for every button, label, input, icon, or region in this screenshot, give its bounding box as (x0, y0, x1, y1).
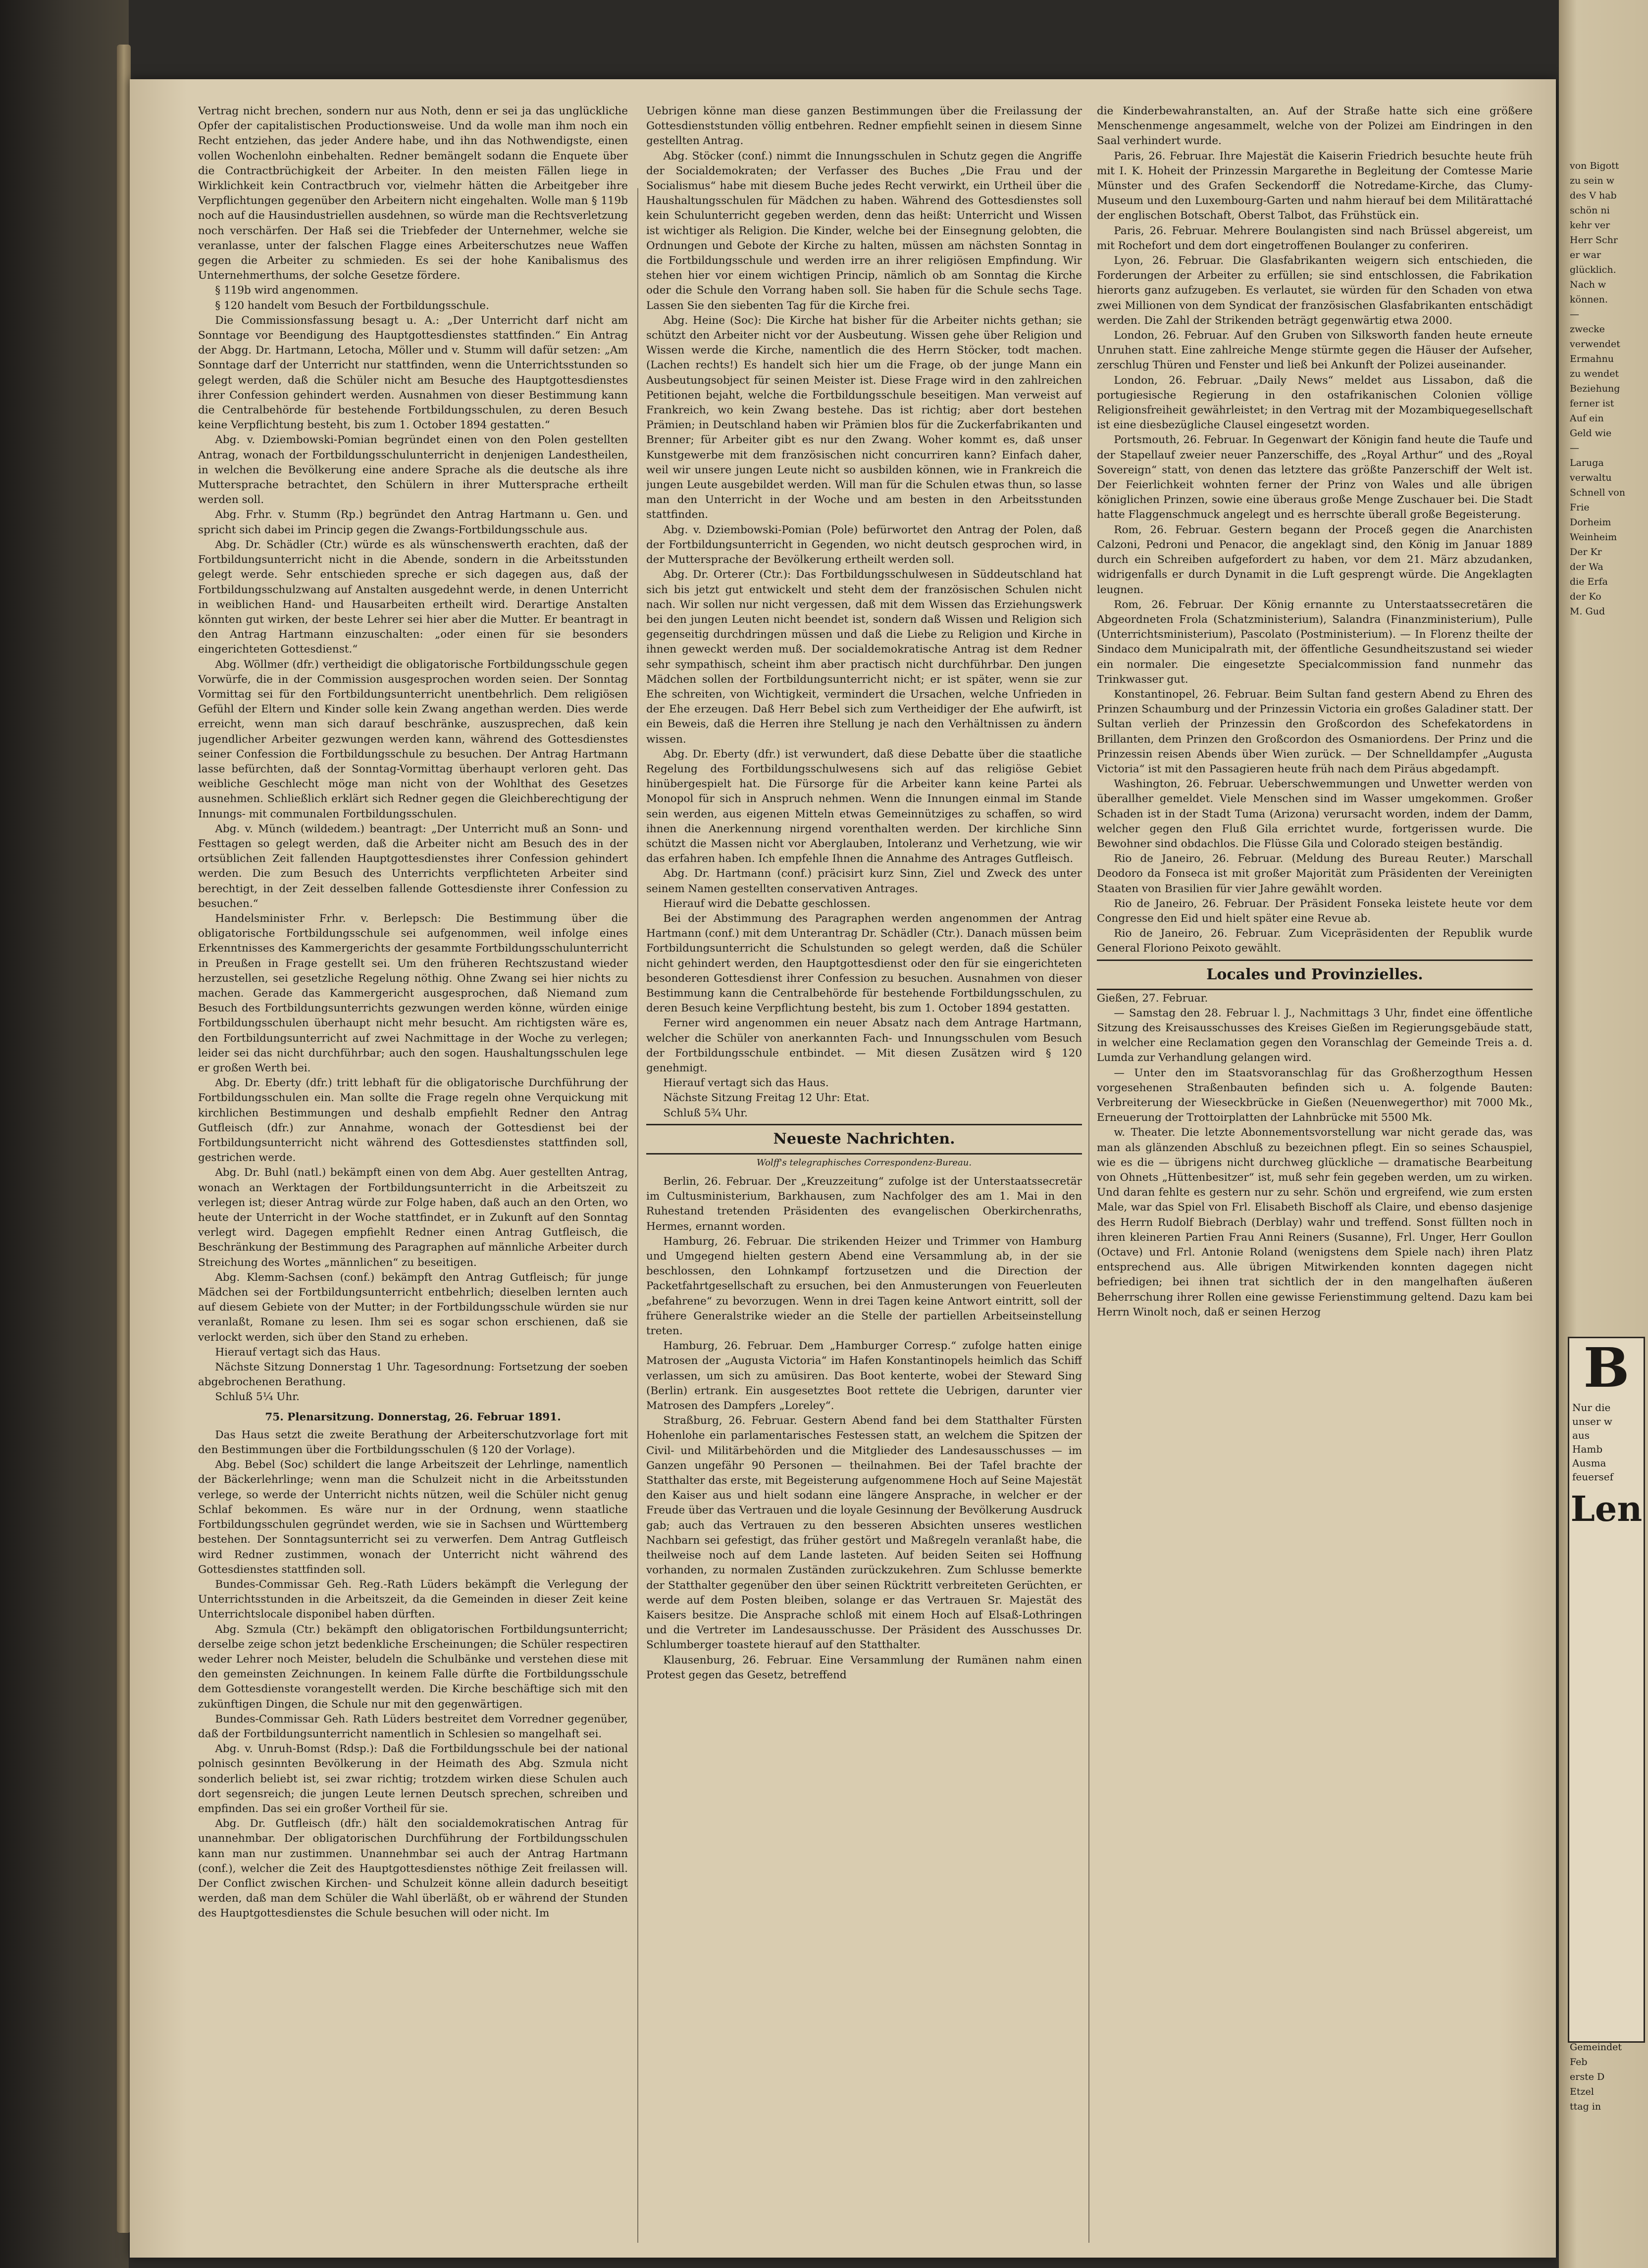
news-item: Rio de Janeiro, 26. Februar. (Meldung des Bureau Reuter.) Marschall Deodoro da Fonseca ist mit großer Majorität zum Präsidenten der Vereinigten Staaten von Brasilien für vier Jahre gewählt worden. (1097, 853, 1533, 895)
news-item: Straßburg, 26. Februar. Gestern Abend fand bei dem Statthalter Fürsten Hohenlohe ein parlamentarisches Festessen statt, an welchem die Spitzen der Civil- und Militärbehörden und die Mitglieder des Landesausschusses — im Ganzen ungefähr 90 Personen — theilnahmen. Bei der Tafel brachte der Statthalter das erste, mit Begeisterung aufgenommene Hoch auf Seine Majestät den Kaiser aus und hielt sodann eine längere Ansprache, in welcher er der Freude über das Vertrauen und die loyale Gesinnung der Bevölkerung Ausdruck gab; auch das Vertrauen zu den besseren Absichten unseres westlichen Nachbarn sei gefestigt, das früher gestört und Maßregeln veranlaßt habe, die theilweise noch auf dem Lande lasteten. Auf beiden Seiten sei Hoffnung vorhanden, zu normalen Zuständen zurückzukehren. Zum Schlusse bemerkte der Statthalter gegenüber den über seinen Rücktritt verbreiteten Gerüchten, er werde auf dem Posten bleiben, solange er das Vertrauen Sr. Majestät des Kaisers besitze. Die Ansprache schloß mit einem Hoch auf Elsaß-Lothringen und die Vertreter im Landesausschusse. Der Präsident des Ausschusses Dr. Schlumberger toastete hierauf auf den Statthalter. (646, 1414, 1082, 1652)
fragment-line: Frie (1570, 502, 1590, 513)
article-paragraph: Abg. Bebel (Soc) schildert die lange Arbeitszeit der Lehrlinge, namentlich der Bäckerlehrlinge; wenn man die Schulzeit nicht in die Arbeitsstunden verlege, so werde der Unterricht nichts nützen, weil die Schüler nicht genug Schlaf bekommen. Es wäre nur in der Ordnung, wenn staatliche Fortbildungsschulen gegründet werden, wie sie in Sachsen und Württemberg bestehen. Der Sonntagsunterricht sei zu verwerfen. Dem Antrag Gutfleisch wird Redner zustimmen, wonach der Unterricht nicht während des Gottesdienstes stattfinden soll. (198, 1459, 628, 1576)
fragment-line: M. Gud (1570, 606, 1605, 617)
page-edge (117, 45, 131, 2233)
article-paragraph: Abg. Dr. Buhl (natl.) bekämpft einen von dem Abg. Auer gestellten Antrag, wonach an Werktagen der Fortbildungsunterricht in die Arbeitszeit zu verlegen ist; dieser Antrag würde zur Folge haben, daß auch an den Orten, wo heute der Unterricht in der Woche stattfindet, er in Zukunft auf den Sonntag verlegt wird. Dagegen empfiehlt Redner einen Antrag Gutfleisch, die Beschränkung der Bestimmung des Paragraphen auf männliche Arbeiter durch Streichung des Wortes „männlichen“ zu beseitigen. (198, 1166, 628, 1269)
fragment-line: verwendet (1570, 339, 1620, 350)
article-paragraph: Abg. v. Dziembowski-Pomian begründet einen von den Polen gestellten Antrag, wonach der Fortbildungsschulunterricht in denjenigen Landestheilen, in welchen die Bevölkerung eine andere Sprache als die deutsche als ihre Muttersprache betrachtet, den Schülern in ihrer Muttersprache ertheilt werden soll. (198, 434, 628, 506)
news-item: London, 26. Februar. „Daily News“ meldet aus Lissabon, daß die portugiesische Regierung in den ostafrikanischen Colonien völlige Religionsfreiheit gewährleistet; in den Vertrag mit der Mozambiquegesellschaft ist eine diesbezügliche Clausel eingesetzt worden. (1097, 374, 1533, 432)
column-2 (646, 104, 1082, 2218)
article-paragraph: Ferner wird angenommen ein neuer Absatz nach dem Antrage Hartmann, welcher die Schüler von anerkannten Fach- und Innungsschulen vom Besuch der Fortbildungsschule entbindet. — Mit diesen Zusätzen wird § 120 genehmigt. (646, 1017, 1082, 1074)
news-item: Paris, 26. Februar. Ihre Majestät die Kaiserin Friedrich besuchte heute früh mit I. K. Hoheit der Prinzessin Margarethe in Begleitung der Comtesse Marie Münster und des Grafen Seckendorff die Notredame-Kirche, das Clumy-Museum und den Luxembourg-Garten und nahm hierauf bei dem Militärattaché der englischen Botschaft, Oberst Talbot, das Frühstück ein. (1097, 150, 1533, 222)
local-news-item: w. Theater. Die letzte Abonnementsvorstellung war nicht gerade das, was man als glänzenden Abschluß zu bezeichnen pflegt. Ein so seines Schauspiel, wie es die — übrigens nicht durchweg glückliche — dramatische Bearbeitung von Ohnets „Hüttenbesitzer“ ist, muß sehr fein gegeben werden, um zu wirken. Und daran fehlte es gestern nur zu sehr. Schön und ergreifend, wie zum ersten Male, war das Spiel von Frl. Elisabeth Bischoff als Claire, und ebenso dasjenige des Herrn Rudolf Biebrach (Derblay) wahr und treffend. Sonst füllten noch in ihren kleineren Partien Frau Anni Reiners (Susanne), Frl. Unger, Herr Goullon (Octave) und Frl. Antonie Roland (wenigstens dem Spiele nach) ihren Platz entsprechend aus. Alle übrigen Mitwirkenden konnten dagegen nicht befriedigen; bei ihnen trat sichtlich der in den mangelhaften äußeren Beherrschung ihrer Rollen eine gewisse Ferienstimmung geltend. Dazu kam bei Herrn Winolt noch, daß er seinen Herzog (1097, 1126, 1533, 1318)
article-paragraph: Abg. Wöllmer (dfr.) vertheidigt die obligatorische Fortbildungsschule gegen Vorwürfe, die in der Commission ausgesprochen worden seien. Der Sonntag Vormittag sei für den Fortbildungsunterricht unentbehrlich. Dem religiösen Gefühl der Eltern und Kinder solle kein Zwang angethan werden. Dies werde erreicht, wenn man sich darauf beschränke, auszusprechen, daß kein jugendlicher Arbeiter gezwungen werden kann, während des Gottesdienstes seiner Confession die Fortbildungsschule zu besuchen. Der Antrag Hartmann lasse befürchten, daß der Sonntag-Vormittag überhaupt verloren geht. Das weibliche Geschlecht möge man nicht von der Wohlthat des Gesetzes ausnehmen. Schließlich erklärt sich Redner gegen die Gleichberechtigung der Innungs- mit communalen Fortbildungsschulen. (198, 658, 628, 820)
fragment-line: erste D (1570, 2071, 1605, 2082)
news-item: Paris, 26. Februar. Mehrere Boulangisten sind nach Brüssel abgereist, um mit Rochefort und dem dort eingetroffenen Boulanger zu conferiren. (1097, 224, 1533, 252)
article-paragraph: Bei der Abstimmung des Paragraphen werden angenommen der Antrag Hartmann (conf.) mit dem Unterantrag Dr. Schädler (Ctr.). Danach müssen beim Fortbildungsunterricht die Schulstunden so gelegt werden, daß die Schüler nicht gehindert werden, den Hauptgottesdienst oder den für sie eingerichteten besonderen Gottesdienst ihrer Confession zu besuchen. Ausnahmen von dieser Bestimmung kann die Centralbehörde für bestehende Fortbildungsschulen, zu deren Besuch keine Verpflichtung besteht, bis zum 1. October 1894 gestatten. (646, 912, 1082, 1015)
advertisement-box (1568, 1337, 1645, 2043)
book-binding (0, 0, 129, 2268)
fragment-line: Etzel (1570, 2086, 1594, 2097)
article-paragraph: Abg. Dr. Hartmann (conf.) präcisirt kurz Sinn, Ziel und Zweck des unter seinem Namen gestellten conservativen Antrages. (646, 867, 1082, 895)
article-paragraph: Abg. v. Dziembowski-Pomian (Pole) befürwortet den Antrag der Polen, daß der Fortbildungsunterricht in Gegenden, wo nicht deutsch gesprochen wird, in der Muttersprache der Bevölkerung ertheilt werden soll. (646, 523, 1082, 566)
fragment-line: des V hab (1570, 190, 1617, 201)
fragment-line: Laruga (1570, 457, 1604, 468)
fragment-line: ttag in (1570, 2101, 1601, 2112)
ad-line: aus (1572, 1429, 1590, 1441)
ad-letter: B (1583, 1336, 1630, 1400)
article-paragraph: Schluß 5¼ Uhr. (215, 1391, 300, 1404)
news-item: die Kinderbewahranstalten, an. Auf der Straße hatte sich eine größere Menschenmenge angesammelt, welche von der Polizei am Eindringen in den Saal verhindert wurde. (1097, 105, 1533, 148)
news-item: Washington, 26. Februar. Ueberschwemmungen und Unwetter werden von überallher gemeldet. Viele Menschen sind im Wasser umgekommen. Großer Schaden ist in der Stadt Tuma (Arizona) verursacht worden, indem der Damm, welcher gegen den Fluß Gila errichtet wurde, fortgerissen wurde. Die Bewohner sind obdachlos. Die Flüsse Gila und Colorado steigen beständig. (1097, 778, 1533, 850)
column-3 (1097, 104, 1533, 2218)
article-paragraph: Das Haus setzt die zweite Berathung der Arbeiterschutzvorlage fort mit den Bestimmungen über die Fortbildungsschulen (§ 120 der Vorlage). (198, 1428, 628, 1457)
fragment-line: Beziehung (1570, 383, 1620, 394)
article-paragraph: Nächste Sitzung Freitag 12 Uhr: Etat. (663, 1092, 870, 1105)
article-paragraph: Abg. Dr. Eberty (dfr.) tritt lebhaft für die obligatorische Durchführung der Fortbildungsschulen ein. Man sollte die Frage regeln ohne Verquickung mit kirchlichen Bestimmungen und deshalb empfiehlt Redner den Antrag Gutfleisch (dfr.) zur Annahme, wonach der Gottesdienst bei der Fortbildungsunterricht nicht während des Gottesdienstes stattfinden soll, gestrichen werde. (198, 1077, 628, 1164)
article-paragraph: Abg. v. Münch (wildedem.) beantragt: „Der Unterricht muß an Sonn- und Festtagen so gelegt werden, daß die Arbeiter nicht am Besuch des in der ortsüblichen Zeit fallenden Hauptgottesdienstes ihrer Confession gehindert werden. Die zum Besuch des Unterrichts verpflichteten Arbeiter sind berechtigt, in der Zeit desselben fallende Gottesdienste ihrer Confession zu besuchen.“ (198, 822, 628, 910)
article-paragraph: Bundes-Commissar Geh. Rath Lüders bestreitet dem Vorredner gegenüber, daß der Fortbildungsunterricht namentlich in Schlesien so mangelhaft sei. (198, 1713, 628, 1740)
fragment-line: der Ko (1570, 591, 1601, 602)
next-page-text-fragment (1570, 158, 1639, 941)
news-item: Konstantinopel, 26. Februar. Beim Sultan fand gestern Abend zu Ehren des Prinzen Schaumburg und der Prinzessin Victoria ein großes Galadiner statt. Der Sultan verlieh der Prinzessin den Großcordon des Schefekatordens in Brillanten, dem Prinzen den Großcordon des Osmaniordens. Der Prinz und die Prinzessin reisen Abends über Wien zurück. — Der Schnelldampfer „Augusta Victoria“ ist mit den Passagieren heute früh nach dem Piräus abgedampft. (1097, 688, 1533, 775)
news-item: Klausenburg, 26. Februar. Eine Versammlung der Rumänen nahm einen Protest gegen das Gesetz, betreffend (646, 1654, 1082, 1681)
article-paragraph: § 119b wird angenommen. (215, 284, 359, 297)
article-paragraph: Abg. Dr. Gutfleisch (dfr.) hält den socialdemokratischen Antrag für unannehmbar. Der obligatorischen Durchführung der Fortbildungsschulen kann man nur zustimmen. Unannehmbar sei auch der Antrag Hartmann (conf.), welcher die Zeit des Hauptgottesdienstes nöthige Zeit freilassen will. Der Conflict zwischen Kirchen- und Schulzeit könne allein dadurch beseitigt werden, daß man dem Schüler die Wahl überläßt, ob er während der Stunden des Hauptgottesdienstes die Schule besuchen will oder nicht. Im (198, 1817, 628, 1920)
article-paragraph: Abg. Klemm-Sachsen (conf.) bekämpft den Antrag Gutfleisch; für junge Mädchen sei der Fortbildungsunterricht entbehrlich; dieselben lernten auch auf diesem Gebiete von der Mutter; in der Fortbildungsschule würden sie nur veranlaßt, Romane zu lesen. Ihm sei es sogar schon erschienen, daß sie verlockt werden, sich über den Stand zu erheben. (198, 1271, 628, 1344)
article-paragraph: Hierauf vertagt sich das Haus. (663, 1077, 829, 1090)
article-paragraph: Vertrag nicht brechen, sondern nur aus Noth, denn er sei ja das unglückliche Opfer der capitalistischen Productionsweise. Und da wolle man ihm noch ein Recht entziehen, das jeder Andere habe, und ihn das Nothwendigste, einen vollen Wochenlohn einbehalten. Redner bemängelt sodann die Enquete über die Contractbrüchigkeit der Arbeiter. In den meisten Fällen liege in Wirklichkeit kein Contractbruch vor, vielmehr hätten die Arbeitgeber ihre Verpflichtungen gegenüber den Arbeitern nicht eingehalten. Wolle man § 119b noch auf die Hausindustriellen ausdehnen, so würde man die Rechtsverletzung noch verschärfen. Der Haß sei die Triebfeder der Unternehmer, welche sie veranlasse, unter der falschen Flagge eines Arbeiterschutzes neue Waffen gegen die Arbeiter zu schmieden. Es sei der hohe Kanibalismus des Unternehmerthums, der solche Gesetze fördere. (198, 105, 628, 282)
fragment-line: die Erfa (1570, 576, 1608, 587)
fragment-line: ferner ist (1570, 398, 1614, 409)
fragment-line: schön ni (1570, 205, 1610, 216)
fragment-line: Gemeindet (1570, 2042, 1622, 2053)
news-item: Rom, 26. Februar. Gestern begann der Proceß gegen die Anarchisten Calzoni, Pedroni und Penacor, die angeklagt sind, den König im Januar 1889 durch ein Schreiben aufgefordert zu haben, vor dem 21. März abzudanken, widrigenfalls er durch Dynamit in die Luft gesprengt würde. Die Angeklagten leugnen. (1097, 523, 1533, 596)
article-paragraph: Uebrigen könne man diese ganzen Bestimmungen über die Freilassung der Gottesdienststunden völlig entbehren. Redner empfiehlt seinen in diesem Sinne gestellten Antrag. (646, 105, 1082, 148)
article-paragraph: Abg. Szmula (Ctr.) bekämpft den obligatorischen Fortbildungsunterricht; derselbe zeige schon jetzt bedenkliche Erscheinungen; die Schüler respectiren weder Lehrer noch Meister, beludeln die Schulbänke und verstehen diese mit den gemeinsten Zeichnungen. In keinem Falle dürfte die Fortbildungsschule dem Gottesdienste vorangestellt werden. Die Kirche beschäftige sich mit den zukünftigen Dingen, die Schule nur mit den gegenwärtigen. (198, 1623, 628, 1711)
fragment-line: Auf ein (1570, 413, 1604, 424)
article-paragraph: Hierauf vertagt sich das Haus. (215, 1346, 381, 1359)
news-item: Berlin, 26. Februar. Der „Kreuzzeitung“ zufolge ist der Unterstaatssecretär im Cultusministerium, Barkhausen, zum Nachfolger des am 1. Mai in den Ruhestand tretenden Präsidenten des evangelischen Oberkirchenraths, Hermes, ernannt worden. (646, 1175, 1082, 1233)
local-news-item: — Unter den im Staatsvoranschlag für das Großherzogthum Hessen vorgesehenen Straßenbauten befinden sich u. A. folgende Bauten: Verbreiterung der Wieseckbrücke in Gießen (Neuenwegerthor) mit 7000 Mk., Erneuerung der Trottoirplatten der Lahnbrücke mit 5500 Mk. (1097, 1066, 1533, 1124)
fragment-line: kehr ver (1570, 220, 1610, 231)
section-heading: Neueste Nachrichten. (646, 1124, 1082, 1155)
fragment-line: Geld wie (1570, 428, 1612, 439)
fragment-line: zwecke (1570, 324, 1605, 335)
ad-text (1569, 1398, 1644, 1487)
news-item: Rio de Janeiro, 26. Februar. Der Präsident Fonseka leistete heute vor dem Congresse den Eid und hielt später eine Revue ab. (1097, 897, 1533, 925)
article-paragraph: Abg. Frhr. v. Stumm (Rp.) begründet den Antrag Hartmann u. Gen. und spricht sich dabei im Princip gegen die Zwangs-Fortbildungsschule aus. (198, 508, 628, 536)
session-heading: 75. Plenarsitzung. Donnerstag, 26. Februar 1891. (265, 1411, 561, 1423)
article-paragraph: Abg. Dr. Orterer (Ctr.): Das Fortbildungsschulwesen in Süddeutschland hat sich bis jetzt gut entwickelt und steht dem der französischen Schulen nicht nach. Wir sollen nur nicht vergessen, daß mit dem Wissen das Erziehungswerk bei den jungen Leuten nicht beendet ist, sondern daß Wissen und Religion sich gegenseitig durchdringen müssen und daß die Liebe zu Religion und Kirche in ihnen geweckt werden muß. Der socialdemokratische Antrag ist dem Redner sehr sympathisch, scheint ihm aber practisch nicht durchführbar. Den jungen Mädchen sollen der Fortbildungsunterricht nicht; er ist später, wenn sie zur Ehe schreiten, von Wichtigkeit, vermindert die Ursachen, welche Unfrieden in der Ehe erzeugen. Daß Herr Bebel sich zum Vertheidiger der Ehe aufwirft, ist ein Beweis, daß die Herren ihre Stellung je nach den Verhältnissen zu ändern wissen. (646, 568, 1082, 746)
article-paragraph: Hierauf wird die Debatte geschlossen. (663, 897, 871, 910)
news-item: London, 26. Februar. Auf den Gruben von Silksworth fanden heute erneute Unruhen statt. Eine zahlreiche Menge stürmte gegen die Häuser der Aufseher, zerschlug Thüren und Fenster und ließ bei Ankunft der Polizei auseinander. (1097, 329, 1533, 372)
section-subheading: Wolff's telegraphisches Correspondenz-Bureau. (756, 1157, 972, 1168)
fragment-line: verwaltu (1570, 472, 1612, 483)
article-paragraph: Abg. Dr. Schädler (Ctr.) würde es als wünschenswerth erachten, daß der Fortbildungsunterricht nicht in die Abende, sondern in die Arbeitsstunden gelegt werde. Sehr entschieden spreche er sich dagegen aus, daß der Fortbildungsschulzwang auf Anstalten ausgedehnt werde, in denen Unterricht in weiblichen Hand- und Hausarbeiten ertheilt wird. Derartige Anstalten könnten gut wirken, der beste Lehrer sei hier aber die Mutter. Er beantragt in den Antrag Hartmann einzuschalten: „oder einen für sie besonders eingerichteten Gottesdienst.“ (198, 538, 628, 656)
ad-line: feuersef (1572, 1471, 1614, 1483)
article-paragraph: § 120 handelt vom Besuch der Fortbildungsschule. (215, 299, 489, 312)
local-news-item: — Samstag den 28. Februar l. J., Nachmittags 3 Uhr, findet eine öffentliche Sitzung des Kreisausschusses des Kreises Gießen im Regierungsgebäude statt, in welcher eine Reclamation gegen den Voranschlag der Gemeinde Treis a. d. Lumda zur Verhandlung gelangen wird. (1097, 1007, 1533, 1064)
fragment-line: Feb (1570, 2057, 1588, 2067)
column-1 (198, 104, 628, 2218)
article-paragraph: Bundes-Commissar Geh. Reg.-Rath Lüders bekämpft die Verlegung der Unterrichtsstunden in die Arbeitszeit, da die Gemeinden in dieser Zeit keine Unterrichtslocale disponibel haben dürften. (198, 1578, 628, 1621)
article-paragraph: Abg. Stöcker (conf.) nimmt die Innungsschulen in Schutz gegen die Angriffe der Socialdemokraten; der Verfasser des Buches „Die Frau und der Socialismus“ habe mit diesem Buche jedes Recht verwirkt, ein Urtheil über die Haushaltungsschulen für Mädchen zu haben. Während des Gottesdienstes soll kein Schulunterricht gegeben werden, denn das heißt: Unterricht und Wissen ist wichtiger als Religion. Die Kinder, welche bei der Einsegnung gelobten, die Ordnungen und Gebote der Kirche zu halten, müssen am nächsten Sonntag in die Fortbildungsschule und werden irre an ihrer religiösen Empfindung. Wir stehen hier vor einem wichtigen Princip, nämlich ob am Sonntag die Kirche oder die Schule den Vorrang haben soll. Sie haben für die Schule sechs Tage. Lassen Sie den siebenten Tag für die Kirche frei. (646, 150, 1082, 312)
news-item: Hamburg, 26. Februar. Dem „Hamburger Corresp.“ zufolge hatten einige Matrosen der „Augusta Victoria“ im Hafen Konstantinopels heimlich das Schiff verlassen, um sich zu amüsiren. Das Boot kenterte, wobei der Steward Sing (Berlin) ertrank. Ein ausgesetztes Boot rettete die Uebrigen, darunter vier Matrosen des Dampfers „Loreley“. (646, 1340, 1082, 1412)
column-rule-2 (1088, 188, 1089, 2243)
article-paragraph: Abg. Dr. Eberty (dfr.) ist verwundert, daß diese Debatte über die staatliche Regelung des Fortbildungsschulwesens sich auf das religiöse Gebiet hinübergespielt hat. Die Fürsorge für die Arbeiter kann keine Partei als Monopol für sich in Anspruch nehmen. Wenn die Innungen einmal im Stande sein werden, aus eigenen Mitteln etwas Gemeinnütziges zu schaffen, so wird ihnen die Anerkennung nirgend vorenthalten werden. Der kirchliche Sinn schützt die Massen nicht vor Aberglauben, Intoleranz und Verhetzung, wie wir das erfahren haben. Ich empfehle Ihnen die Annahme des Antrages Gutfleisch. (646, 748, 1082, 865)
news-item: Rio de Janeiro, 26. Februar. Zum Vicepräsidenten der Republik wurde General Floriono Peixoto gewählt. (1097, 927, 1533, 955)
news-item: Hamburg, 26. Februar. Die strikenden Heizer und Trimmer von Hamburg und Umgegend hielten gestern Abend eine Versammlung ab, in der sie beschlossen, den Lohnkampf fortzusetzen und die Direction der Packetfahrtgesellschaft zu ersuchen, bei den Anmusterungen von Feuerleuten „befahrene“ zu bevorzugen. Wenn in drei Tagen keine Antwort eintritt, soll der frühere Generalstrike wieder an die Stelle der partiellen Arbeitseinstellung treten. (646, 1235, 1082, 1338)
article-paragraph: Handelsminister Frhr. v. Berlepsch: Die Bestimmung über die obligatorische Fortbildungsschule sei aufgenommen, weil infolge eines Erkenntnisses des Kammergerichts der gesammte Fortbildungsschulunterricht in Preußen in Frage gestellt sei. Um den früheren Rechtszustand wieder herzustellen, sei gesetzliche Regelung nöthig. Ohne Zwang sei hier nichts zu machen. Gerade das Kammergericht ausgesprochen, daß Niemand zum Besuch des Fortbildungsunterrichts gezwungen werden könne, würden einige Fortbildungsschulen überhaupt nicht mehr besucht. Am richtigsten wäre es, den Fortbildungsunterricht auf zwei Nachmittage in der Woche zu verlegen; leider sei das nicht durchführbar; auch den sogen. Haushaltungsschulen lege er großen Werth bei. (198, 912, 628, 1074)
fragment-line: Ermahnu (1570, 353, 1614, 364)
fragment-line: zu sein w (1570, 175, 1614, 186)
column-rule-1 (637, 188, 638, 2243)
section-heading: Locales und Provinzielles. (1097, 959, 1533, 990)
news-item: Rom, 26. Februar. Der König ernannte zu Unterstaatssecretären die Abgeordneten Frola (Schatzministerium), Salandra (Finanzministerium), Pulle (Unterrichtsministerium), Pascolato (Postministerium). — In Florenz theilte der Sindaco dem Municipalrath mit, der öffentliche Gesundheitszustand sei wieder ein normaler. Die eingesetzte Specialcommission fand nunmehr das Trinkwasser gut. (1097, 598, 1533, 686)
ad-line: unser w (1572, 1415, 1612, 1427)
fragment-line: Herr Schr (1570, 235, 1618, 246)
fragment-line: Dorheim (1570, 517, 1611, 528)
fragment-line: glücklich. (1570, 264, 1616, 275)
news-item: Portsmouth, 26. Februar. In Gegenwart der Königin fand heute die Taufe und der Stapellauf zweier neuer Panzerschiffe, des „Royal Arthur“ und des „Royal Sovereign“ statt, von denen das letztere das größte Panzerschiff der Welt ist. Der Feierlichkeit wohnten ferner der Prinz von Wales und alle übrigen königlichen Prinzen, sowie eine überaus große Menge Zuschauer bei. Die Stadt hatte Flaggenschmuck angelegt und es herrschte überall große Begeisterung. (1097, 434, 1533, 521)
fragment-line: — (1570, 309, 1579, 320)
article-paragraph: Die Commissionsfassung besagt u. A.: „Der Unterricht darf nicht am Sonntage vor Beendigung des Hauptgottesdienstes stattfinden.“ Ein Antrag der Abgg. Dr. Hartmann, Letocha, Möller und v. Stumm will dafür setzen: „Am Sonntage darf der Unterricht nur stattfinden, wenn die Unterrichtsstunden so gelegt werden, daß die Schüler nicht am Besuche des Hauptgottesdienstes ihrer Confession gehindert werden. Ausnahmen von dieser Bestimmung kann die Centralbehörde für bestehende Fortbildungsschulen, zu deren Besuch keine Verpflichtung besteht, bis zum 1. October 1894 gestatten.“ (198, 314, 628, 432)
article-paragraph: Abg. v. Unruh-Bomst (Rdsp.): Daß die Fortbildungsschule bei der national polnisch gesinnten Bevölkerung in der Heimath des Abg. Szmula nicht sonderlich beliebt ist, sei zwar richtig; trotzdem wirken diese Schulen auch dort segensreich; die jungen Leute lernen Deutsch sprechen, schreiben und empfinden. Das sei ein großer Vortheil für sie. (198, 1743, 628, 1815)
fragment-line: Weinheim (1570, 532, 1617, 543)
fragment-line: Nach w (1570, 279, 1606, 290)
ad-line: Ausma (1572, 1457, 1606, 1469)
news-item: Lyon, 26. Februar. Die Glasfabrikanten weigern sich entschieden, die Forderungen der Arbeiter zu erfüllen; sie sind entschlossen, die Fabrikation hierorts ganz aufzugeben. Es verlautet, sie würden für den Schaden von etwa zwei Millionen von dem Syndicat der französischen Glasfabrikanten entschädigt werden. Die Zahl der Strikenden beträgt gegenwärtig etwa 2000. (1097, 254, 1533, 327)
fragment-line: Der Kr (1570, 547, 1602, 557)
fragment-line: der Wa (1570, 561, 1603, 572)
article-paragraph: Abg. Heine (Soc): Die Kirche hat bisher für die Arbeiter nichts gethan; sie schützt den Arbeiter nicht vor der Ausbeutung. Wissen gehe über Religion und Wissen werde die Kirche, namentlich die des Herrn Stöcker, todt machen. (Lachen rechts!) Es handelt sich hier um die Frage, ob der junge Mann ein Ausbeutungsobject für seinen Meister ist. Diese Frage wird in den zahlreichen Petitionen bejaht, welche die Fortbildungsschule beseitigen. Man verweist auf Frankreich, wo kein Zwang bestehe. Das ist richtig; aber dort bestehen Prämien; in Deutschland haben wir Prämien blos für die Zuckerfabrikanten und Brenner; für Arbeiter gibt es nur den Zwang. Woher kommt es, daß unser Kunstgewerbe mit dem französischen nicht concurriren kann? Einfach daher, weil wir unsere jungen Leute nicht so ausbilden können, wie in Frankreich die jungen Leute ausgebildet werden. Will man für die Schulen etwas thun, so lasse man den Unterricht in der Woche und am besten in den Arbeitsstunden stattfinden. (646, 314, 1082, 521)
article-paragraph: Nächste Sitzung Donnerstag 1 Uhr. Tagesordnung: Fortsetzung der soeben abgebrochenen Berathung. (198, 1361, 628, 1389)
fragment-line: — (1570, 443, 1579, 454)
next-page-text-fragment-bottom (1570, 2040, 1639, 2258)
fragment-line: er war (1570, 250, 1601, 260)
fragment-line: zu wendet (1570, 368, 1619, 379)
ad-line: Nur die (1572, 1402, 1611, 1413)
article-paragraph: Schluß 5¾ Uhr. (663, 1107, 748, 1119)
fragment-line: können. (1570, 294, 1608, 305)
ad-line: Hamb (1572, 1443, 1603, 1455)
fragment-line: von Bigott (1570, 160, 1619, 171)
ad-letter-2: Len (1570, 1488, 1643, 1529)
fragment-line: Schnell von (1570, 487, 1625, 498)
local-news-item: Gießen, 27. Februar. (1097, 992, 1208, 1005)
